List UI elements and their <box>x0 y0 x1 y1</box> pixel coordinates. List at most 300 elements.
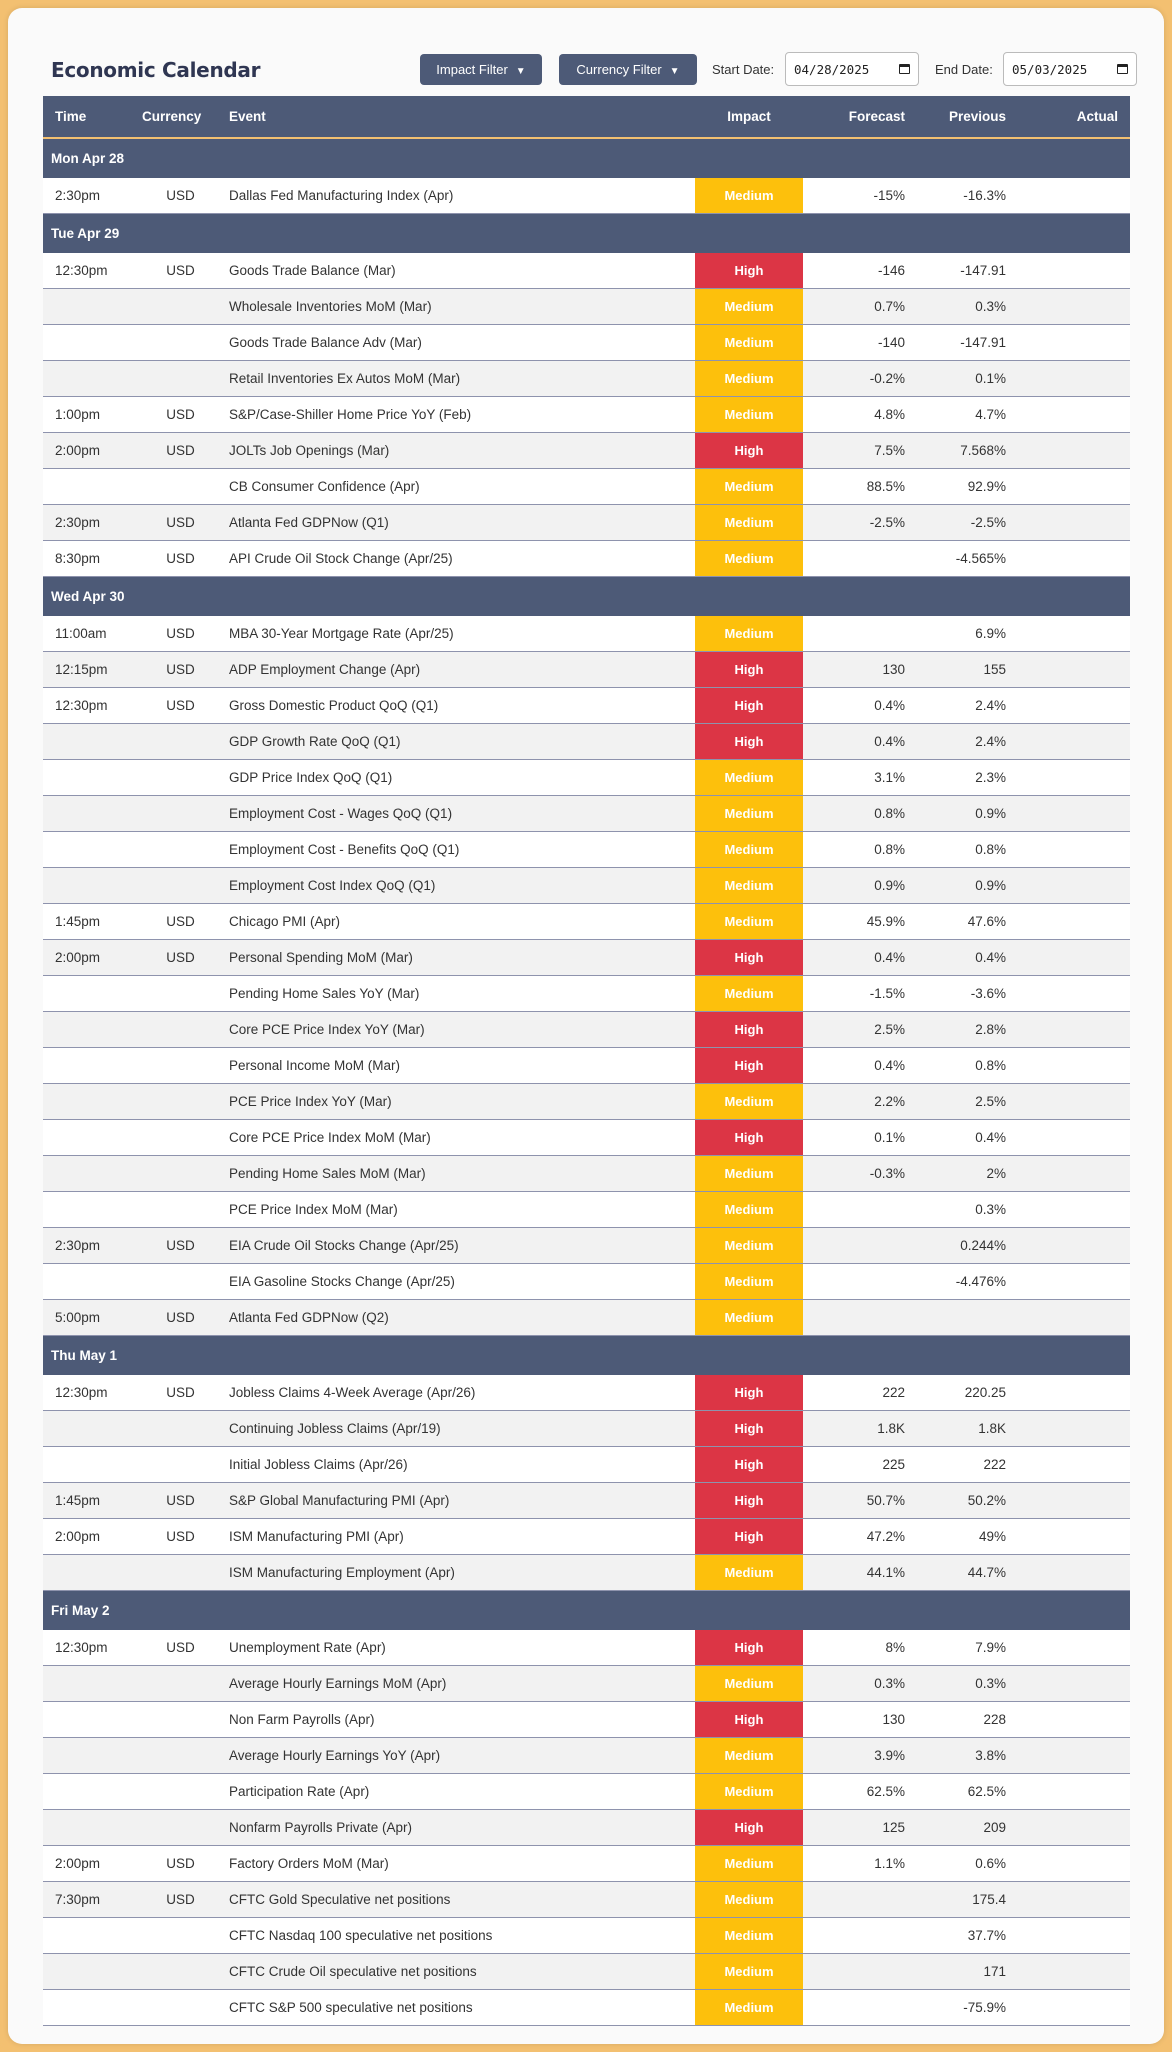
event-forecast: -0.3% <box>803 1156 912 1192</box>
event-name: Initial Jobless Claims (Apr/26) <box>219 1447 695 1483</box>
event-previous: 37.7% <box>912 1918 1022 1954</box>
event-actual <box>1022 1483 1130 1519</box>
table-row[interactable] <box>43 1447 1130 1483</box>
event-currency <box>142 976 219 1012</box>
event-time: 2:00pm <box>43 940 142 976</box>
event-forecast: 88.5% <box>803 469 912 505</box>
event-currency: USD <box>142 1300 219 1336</box>
event-currency: USD <box>142 616 219 652</box>
event-forecast: 0.9% <box>803 868 912 904</box>
event-time <box>43 1774 142 1810</box>
event-currency <box>142 1084 219 1120</box>
event-name: Personal Income MoM (Mar) <box>219 1048 695 1084</box>
event-time: 12:30pm <box>43 1630 142 1666</box>
event-name: Atlanta Fed GDPNow (Q1) <box>219 505 695 541</box>
event-time <box>43 868 142 904</box>
table-row[interactable] <box>43 1084 1130 1120</box>
event-currency: USD <box>142 178 219 214</box>
event-previous: 49% <box>912 1519 1022 1555</box>
table-row[interactable] <box>43 1774 1130 1810</box>
start-date-value: 04/28/2025 <box>794 62 870 77</box>
event-actual <box>1022 904 1130 940</box>
event-forecast: 0.4% <box>803 688 912 724</box>
event-forecast: 2.2% <box>803 1084 912 1120</box>
event-forecast: 130 <box>803 1702 912 1738</box>
table-row[interactable] <box>43 1120 1130 1156</box>
event-currency <box>142 469 219 505</box>
event-time: 8:30pm <box>43 541 142 577</box>
event-name: Employment Cost - Benefits QoQ (Q1) <box>219 832 695 868</box>
event-actual <box>1022 652 1130 688</box>
impact-badge: Medium <box>695 1228 803 1264</box>
event-previous: 0.8% <box>912 832 1022 868</box>
impact-badge: Medium <box>695 325 803 361</box>
event-actual <box>1022 1375 1130 1411</box>
event-actual <box>1022 178 1130 214</box>
event-name: Retail Inventories Ex Autos MoM (Mar) <box>219 361 695 397</box>
event-forecast: 4.8% <box>803 397 912 433</box>
impact-badge: Medium <box>695 1264 803 1300</box>
event-forecast: 45.9% <box>803 904 912 940</box>
event-time: 12:30pm <box>43 253 142 289</box>
event-actual <box>1022 832 1130 868</box>
event-name: Wholesale Inventories MoM (Mar) <box>219 289 695 325</box>
table-row[interactable] <box>43 976 1130 1012</box>
event-previous: 0.244% <box>912 1228 1022 1264</box>
event-actual <box>1022 1630 1130 1666</box>
event-previous: -2.5% <box>912 505 1022 541</box>
table-row[interactable] <box>43 868 1130 904</box>
event-forecast: 1.1% <box>803 1846 912 1882</box>
event-name: MBA 30-Year Mortgage Rate (Apr/25) <box>219 616 695 652</box>
event-currency <box>142 1738 219 1774</box>
table-row[interactable] <box>43 289 1130 325</box>
col-previous[interactable]: Previous <box>912 96 1022 138</box>
table-row[interactable] <box>43 1483 1130 1519</box>
event-actual <box>1022 1882 1130 1918</box>
impact-badge: High <box>695 1012 803 1048</box>
event-currency: USD <box>142 541 219 577</box>
table-row[interactable] <box>43 688 1130 724</box>
event-time: 1:00pm <box>43 397 142 433</box>
event-name: PCE Price Index MoM (Mar) <box>219 1192 695 1228</box>
event-forecast <box>803 1192 912 1228</box>
event-previous: 47.6% <box>912 904 1022 940</box>
event-forecast: 0.4% <box>803 940 912 976</box>
table-row[interactable] <box>43 1192 1130 1228</box>
impact-badge: Medium <box>695 1300 803 1336</box>
day-header-row <box>43 214 1130 253</box>
table-row[interactable] <box>43 1882 1130 1918</box>
event-currency: USD <box>142 1375 219 1411</box>
table-row[interactable] <box>43 1555 1130 1591</box>
event-previous: 62.5% <box>912 1774 1022 1810</box>
event-currency <box>142 1555 219 1591</box>
event-currency: USD <box>142 433 219 469</box>
event-time <box>43 1666 142 1702</box>
event-previous: 0.8% <box>912 1048 1022 1084</box>
impact-badge: Medium <box>695 1918 803 1954</box>
impact-badge: Medium <box>695 1156 803 1192</box>
event-name: Employment Cost Index QoQ (Q1) <box>219 868 695 904</box>
table-row[interactable] <box>43 1156 1130 1192</box>
impact-badge: High <box>695 940 803 976</box>
event-actual <box>1022 1411 1130 1447</box>
impact-badge: High <box>695 1375 803 1411</box>
event-forecast <box>803 1264 912 1300</box>
event-time: 2:00pm <box>43 1846 142 1882</box>
event-actual <box>1022 1954 1130 1990</box>
event-currency: USD <box>142 688 219 724</box>
impact-badge: Medium <box>695 1192 803 1228</box>
event-name: Participation Rate (Apr) <box>219 1774 695 1810</box>
event-currency <box>142 1411 219 1447</box>
table-row[interactable] <box>43 796 1130 832</box>
currency-filter-button[interactable] <box>559 54 697 85</box>
event-actual <box>1022 616 1130 652</box>
event-name: Non Farm Payrolls (Apr) <box>219 1702 695 1738</box>
event-time: 11:00am <box>43 616 142 652</box>
event-forecast: 225 <box>803 1447 912 1483</box>
impact-badge: Medium <box>695 616 803 652</box>
event-previous: 0.4% <box>912 940 1022 976</box>
event-forecast: 0.8% <box>803 832 912 868</box>
event-currency <box>142 1048 219 1084</box>
event-actual <box>1022 1300 1130 1336</box>
event-currency <box>142 1666 219 1702</box>
event-actual <box>1022 976 1130 1012</box>
table-row[interactable] <box>43 469 1130 505</box>
impact-filter-label: Impact Filter <box>436 62 508 77</box>
table-row[interactable] <box>43 724 1130 760</box>
event-actual <box>1022 796 1130 832</box>
table-row[interactable] <box>43 904 1130 940</box>
table-row[interactable] <box>43 1411 1130 1447</box>
event-previous: -16.3% <box>912 178 1022 214</box>
col-time[interactable]: Time <box>43 96 142 138</box>
table-row[interactable] <box>43 505 1130 541</box>
currency-filter-label: Currency Filter <box>576 62 662 77</box>
impact-badge: High <box>695 1483 803 1519</box>
event-currency: USD <box>142 1882 219 1918</box>
event-forecast: 3.1% <box>803 760 912 796</box>
impact-badge: High <box>695 1120 803 1156</box>
caret-down-icon: ▼ <box>669 66 680 77</box>
event-previous: 1.8K <box>912 1411 1022 1447</box>
event-forecast: 8% <box>803 1630 912 1666</box>
event-previous: 0.3% <box>912 289 1022 325</box>
event-name: GDP Growth Rate QoQ (Q1) <box>219 724 695 760</box>
table-row[interactable] <box>43 1630 1130 1666</box>
start-date-input[interactable] <box>785 52 919 86</box>
table-row[interactable] <box>43 1048 1130 1084</box>
event-time <box>43 289 142 325</box>
table-row[interactable] <box>43 1666 1130 1702</box>
impact-badge: Medium <box>695 1084 803 1120</box>
event-previous: 50.2% <box>912 1483 1022 1519</box>
event-name: Atlanta Fed GDPNow (Q2) <box>219 1300 695 1336</box>
table-row[interactable] <box>43 1264 1130 1300</box>
event-actual <box>1022 325 1130 361</box>
event-currency: USD <box>142 940 219 976</box>
impact-badge: High <box>695 688 803 724</box>
event-previous: 228 <box>912 1702 1022 1738</box>
event-forecast: 7.5% <box>803 433 912 469</box>
day-header-row <box>43 138 1130 178</box>
event-time <box>43 469 142 505</box>
end-date-value: 05/03/2025 <box>1012 62 1088 77</box>
impact-badge: Medium <box>695 1990 803 2026</box>
event-name: EIA Crude Oil Stocks Change (Apr/25) <box>219 1228 695 1264</box>
table-row[interactable] <box>43 253 1130 289</box>
table-row[interactable] <box>43 1519 1130 1555</box>
event-previous: 92.9% <box>912 469 1022 505</box>
event-time <box>43 1738 142 1774</box>
table-row[interactable] <box>43 1846 1130 1882</box>
calendar-header <box>51 52 1121 88</box>
event-name: Average Hourly Earnings MoM (Apr) <box>219 1666 695 1702</box>
table-row[interactable] <box>43 760 1130 796</box>
event-currency <box>142 1192 219 1228</box>
event-actual <box>1022 397 1130 433</box>
impact-badge: High <box>695 253 803 289</box>
table-row[interactable] <box>43 541 1130 577</box>
event-name: Average Hourly Earnings YoY (Apr) <box>219 1738 695 1774</box>
event-forecast: 3.9% <box>803 1738 912 1774</box>
event-time: 12:30pm <box>43 1375 142 1411</box>
table-row[interactable] <box>43 940 1130 976</box>
event-time: 1:45pm <box>43 1483 142 1519</box>
event-currency <box>142 724 219 760</box>
event-time <box>43 1048 142 1084</box>
impact-badge: High <box>695 1411 803 1447</box>
table-row[interactable] <box>43 652 1130 688</box>
event-name: ISM Manufacturing Employment (Apr) <box>219 1555 695 1591</box>
event-actual <box>1022 1120 1130 1156</box>
event-forecast: -140 <box>803 325 912 361</box>
table-row[interactable] <box>43 1918 1130 1954</box>
event-time <box>43 1411 142 1447</box>
event-currency: USD <box>142 904 219 940</box>
table-row[interactable] <box>43 361 1130 397</box>
day-header-row <box>43 1591 1130 1630</box>
day-label: Thu May 1 <box>43 1336 1130 1375</box>
event-previous: 0.3% <box>912 1192 1022 1228</box>
event-actual <box>1022 1156 1130 1192</box>
event-name: ISM Manufacturing PMI (Apr) <box>219 1519 695 1555</box>
table-header-row <box>43 96 1130 138</box>
impact-badge: Medium <box>695 904 803 940</box>
table-row[interactable] <box>43 1012 1130 1048</box>
event-time <box>43 1012 142 1048</box>
table-row[interactable] <box>43 1810 1130 1846</box>
event-currency: USD <box>142 505 219 541</box>
event-name: CFTC S&P 500 speculative net positions <box>219 1990 695 2026</box>
table-row[interactable] <box>43 1300 1130 1336</box>
table-row[interactable] <box>43 1228 1130 1264</box>
page-title: Economic Calendar <box>51 58 261 82</box>
event-currency <box>142 1990 219 2026</box>
event-previous: 2.8% <box>912 1012 1022 1048</box>
event-currency <box>142 1012 219 1048</box>
day-label: Wed Apr 30 <box>43 577 1130 616</box>
event-time <box>43 325 142 361</box>
event-previous: 3.8% <box>912 1738 1022 1774</box>
event-forecast: -0.2% <box>803 361 912 397</box>
event-name: Core PCE Price Index YoY (Mar) <box>219 1012 695 1048</box>
day-label: Fri May 2 <box>43 1591 1130 1630</box>
event-name: Goods Trade Balance (Mar) <box>219 253 695 289</box>
event-previous: 0.4% <box>912 1120 1022 1156</box>
table-row[interactable] <box>43 1702 1130 1738</box>
impact-filter-button[interactable] <box>420 54 542 85</box>
event-name: Goods Trade Balance Adv (Mar) <box>219 325 695 361</box>
end-date-input[interactable] <box>1003 52 1137 86</box>
table-row[interactable] <box>43 832 1130 868</box>
col-currency[interactable]: Currency <box>142 96 219 138</box>
event-name: Pending Home Sales YoY (Mar) <box>219 976 695 1012</box>
impact-badge: Medium <box>695 1774 803 1810</box>
event-time <box>43 1192 142 1228</box>
impact-badge: Medium <box>695 397 803 433</box>
event-actual <box>1022 1264 1130 1300</box>
event-actual <box>1022 1228 1130 1264</box>
event-actual <box>1022 1012 1130 1048</box>
impact-badge: Medium <box>695 505 803 541</box>
event-time <box>43 760 142 796</box>
event-time: 2:30pm <box>43 178 142 214</box>
event-currency <box>142 796 219 832</box>
table-row[interactable] <box>43 178 1130 214</box>
event-actual <box>1022 688 1130 724</box>
event-actual <box>1022 1990 1130 2026</box>
event-time <box>43 1990 142 2026</box>
event-forecast: 1.8K <box>803 1411 912 1447</box>
event-forecast: 0.7% <box>803 289 912 325</box>
event-currency <box>142 832 219 868</box>
table-row[interactable] <box>43 1990 1130 2026</box>
table-row[interactable] <box>43 397 1130 433</box>
event-name: Pending Home Sales MoM (Mar) <box>219 1156 695 1192</box>
event-previous: 0.6% <box>912 1846 1022 1882</box>
event-time: 12:15pm <box>43 652 142 688</box>
col-impact[interactable]: Impact <box>695 96 803 138</box>
event-name: CFTC Crude Oil speculative net positions <box>219 1954 695 1990</box>
event-previous: 175.4 <box>912 1882 1022 1918</box>
event-time: 1:45pm <box>43 904 142 940</box>
event-time <box>43 1447 142 1483</box>
impact-badge: Medium <box>695 1882 803 1918</box>
event-previous: 171 <box>912 1954 1022 1990</box>
event-forecast: 0.3% <box>803 1666 912 1702</box>
event-currency <box>142 289 219 325</box>
event-actual <box>1022 253 1130 289</box>
event-actual <box>1022 1084 1130 1120</box>
start-date-label: Start Date: <box>712 62 775 77</box>
event-currency: USD <box>142 1846 219 1882</box>
event-previous: 155 <box>912 652 1022 688</box>
event-previous: 7.568% <box>912 433 1022 469</box>
calendar-icon[interactable] <box>1117 64 1128 74</box>
event-time <box>43 1084 142 1120</box>
event-time <box>43 1810 142 1846</box>
event-previous: 222 <box>912 1447 1022 1483</box>
table-row[interactable] <box>43 1738 1130 1774</box>
event-forecast <box>803 1300 912 1336</box>
impact-badge: Medium <box>695 868 803 904</box>
impact-badge: Medium <box>695 760 803 796</box>
event-name: GDP Price Index QoQ (Q1) <box>219 760 695 796</box>
event-forecast: 0.4% <box>803 724 912 760</box>
event-time: 5:00pm <box>43 1300 142 1336</box>
day-label: Tue Apr 29 <box>43 214 1130 253</box>
event-forecast: 62.5% <box>803 1774 912 1810</box>
impact-badge: High <box>695 1519 803 1555</box>
event-currency <box>142 760 219 796</box>
event-previous: 2.5% <box>912 1084 1022 1120</box>
table-row[interactable] <box>43 1954 1130 1990</box>
table-row[interactable] <box>43 616 1130 652</box>
impact-badge: High <box>695 1048 803 1084</box>
event-name: Gross Domestic Product QoQ (Q1) <box>219 688 695 724</box>
impact-badge: Medium <box>695 796 803 832</box>
impact-badge: High <box>695 1810 803 1846</box>
event-currency: USD <box>142 1519 219 1555</box>
event-time <box>43 1918 142 1954</box>
table-row[interactable] <box>43 433 1130 469</box>
impact-badge: Medium <box>695 289 803 325</box>
event-forecast: -1.5% <box>803 976 912 1012</box>
event-previous: 4.7% <box>912 397 1022 433</box>
impact-badge: Medium <box>695 541 803 577</box>
event-currency <box>142 1918 219 1954</box>
event-forecast: 47.2% <box>803 1519 912 1555</box>
event-actual <box>1022 1447 1130 1483</box>
event-actual <box>1022 724 1130 760</box>
event-actual <box>1022 940 1130 976</box>
table-row[interactable] <box>43 325 1130 361</box>
col-event[interactable]: Event <box>219 96 695 138</box>
impact-badge: Medium <box>695 1738 803 1774</box>
event-time: 2:30pm <box>43 505 142 541</box>
event-time <box>43 832 142 868</box>
table-row[interactable] <box>43 1375 1130 1411</box>
event-forecast <box>803 616 912 652</box>
event-name: Continuing Jobless Claims (Apr/19) <box>219 1411 695 1447</box>
event-name: ADP Employment Change (Apr) <box>219 652 695 688</box>
event-time: 12:30pm <box>43 688 142 724</box>
impact-badge: Medium <box>695 832 803 868</box>
impact-badge: High <box>695 652 803 688</box>
col-actual[interactable]: Actual <box>1022 96 1130 138</box>
event-time <box>43 1555 142 1591</box>
event-name: CFTC Gold Speculative net positions <box>219 1882 695 1918</box>
event-name: API Crude Oil Stock Change (Apr/25) <box>219 541 695 577</box>
col-forecast[interactable]: Forecast <box>803 96 912 138</box>
impact-badge: High <box>695 1702 803 1738</box>
event-actual <box>1022 1810 1130 1846</box>
event-forecast <box>803 1882 912 1918</box>
event-actual <box>1022 868 1130 904</box>
event-time: 2:00pm <box>43 1519 142 1555</box>
calendar-icon[interactable] <box>899 64 910 74</box>
day-label: Mon Apr 28 <box>43 138 1130 178</box>
impact-badge: Medium <box>695 469 803 505</box>
impact-badge: Medium <box>695 178 803 214</box>
event-previous: -4.476% <box>912 1264 1022 1300</box>
impact-badge: High <box>695 1630 803 1666</box>
impact-badge: Medium <box>695 1666 803 1702</box>
